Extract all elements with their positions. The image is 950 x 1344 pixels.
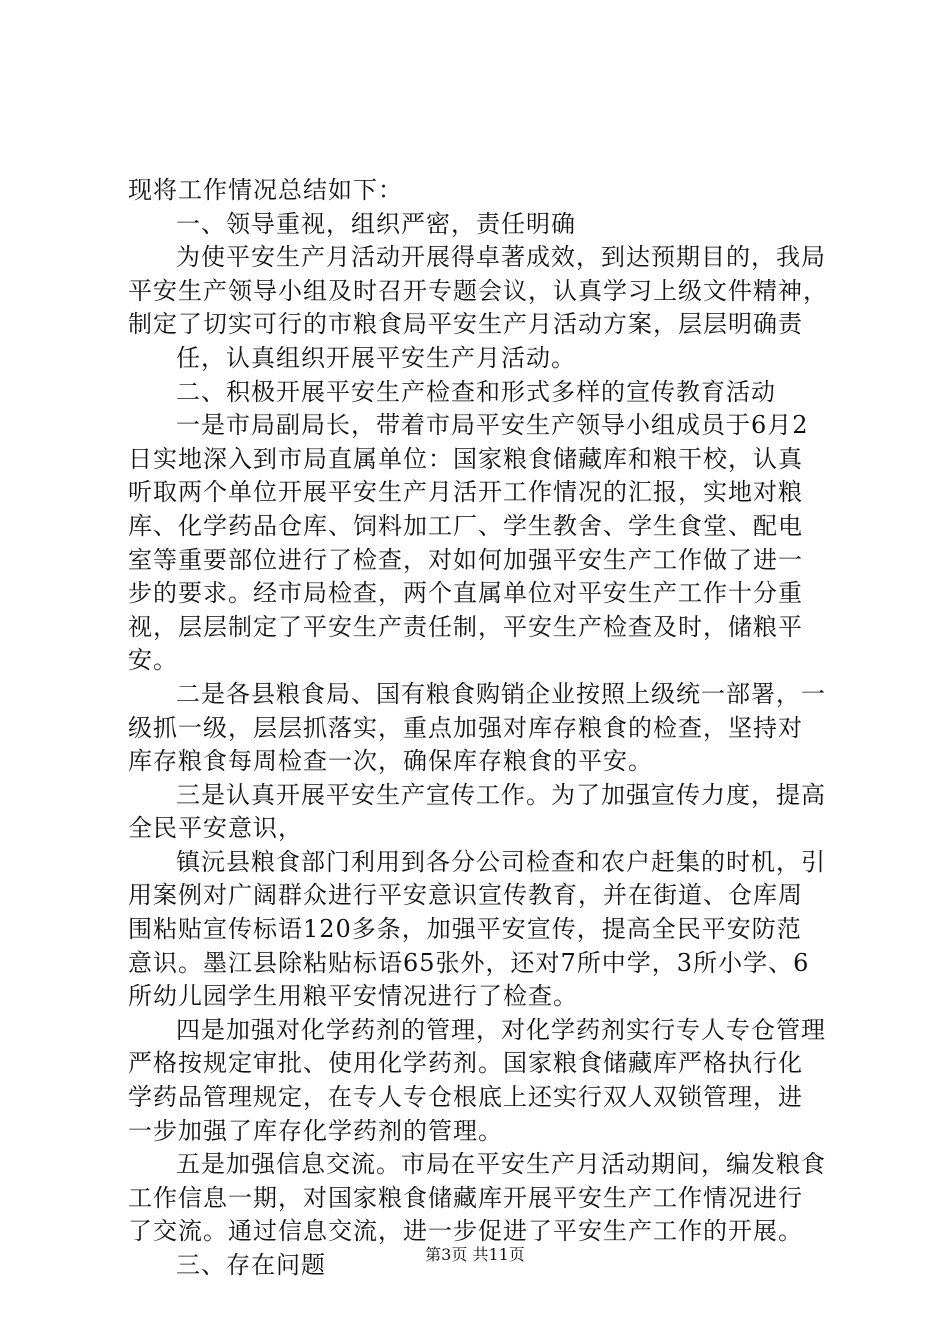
text-line: 室等重要部位进行了检查，对如何加强平安生产工作做了进一 xyxy=(128,545,803,574)
text-line: 意识。墨江县除粘贴标语65张外，还对7所中学，3所小学、6 xyxy=(128,948,810,977)
text-line: 工作信息一期，对国家粮食储藏库开展平安生产工作情况进行 xyxy=(128,1183,803,1212)
text-line: 镇沅县粮食部门利用到各分公司检查和农户赶集的时机，引 xyxy=(176,847,826,876)
text-line: 平安生产领导小组及时召开专题会议，认真学习上级文件精神， xyxy=(128,276,828,305)
text-line: 库、化学药品仓库、饲料加工厂、学生教舍、学生食堂、配电 xyxy=(128,511,803,540)
text-line: 库存粮食每周检查一次，确保库存粮食的平安。 xyxy=(128,747,653,776)
text-line: 三是认真开展平安生产宣传工作。为了加强宣传力度，提高 xyxy=(176,780,826,809)
text-line: 用案例对广阔群众进行平安意识宣传教育，并在街道、仓库周 xyxy=(128,881,803,910)
section-heading: 三、存在问题 xyxy=(176,1251,326,1279)
text-line: 任，认真组织开展平安生产月活动。 xyxy=(176,343,576,372)
text-line: 现将工作情况总结如下： xyxy=(128,176,403,204)
text-line: 级抓一级，层层抓落实，重点加强对库存粮食的检查，坚持对 xyxy=(128,713,803,742)
text-line: 制定了切实可行的市粮食局平安生产月活动方案，层层明确责 xyxy=(128,310,803,339)
text-line: 学药品管理规定，在专人专仓根底上还实行双人双锁管理，进 xyxy=(128,1083,803,1112)
text-line: 听取两个单位开展平安生产月活开工作情况的汇报，实地对粮 xyxy=(128,478,803,507)
text-line: 围粘贴宣传标语120多条，加强平安宣传，提高全民平安防范 xyxy=(128,915,802,944)
page-number-footer: 第3页 共11页 xyxy=(425,1245,525,1264)
text-line: 全民平安意识， xyxy=(128,814,303,843)
document-body xyxy=(128,174,840,1283)
text-line: 视，层层制定了平安生产责任制，平安生产检查及时，储粮平 xyxy=(128,612,803,641)
text-line: 二是各县粮食局、国有粮食购销企业按照上级统一部署，一 xyxy=(176,679,826,708)
section-heading: 二、积极开展平安生产检查和形式多样的宣传教育活动 xyxy=(176,377,776,406)
text-line: 一步加强了库存化学药剂的管理。 xyxy=(128,1116,503,1145)
text-line: 严格按规定审批、使用化学药剂。国家粮食储藏库严格执行化 xyxy=(128,1049,803,1078)
text-line: 一是市局副局长，带着市局平安生产领导小组成员于6月2 xyxy=(176,411,809,440)
text-line: 步的要求。经市局检查，两个直属单位对平安生产工作十分重 xyxy=(128,579,803,608)
section-heading: 一、领导重视，组织严密，责任明确 xyxy=(176,209,576,238)
text-line: 了交流。通过信息交流，进一步促进了平安生产工作的开展。 xyxy=(128,1217,803,1246)
text-line: 五是加强信息交流。市局在平安生产月活动期间，编发粮食 xyxy=(176,1150,826,1179)
text-line: 四是加强对化学药剂的管理，对化学药剂实行专人专仓管理 xyxy=(176,1015,826,1044)
text-line: 安。 xyxy=(128,646,178,675)
text-line: 为使平安生产月活动开展得卓著成效，到达预期目的，我局 xyxy=(176,243,826,272)
text-line: 日实地深入到市局直属单位：国家粮食储藏库和粮干校，认真 xyxy=(128,444,803,473)
text-line: 所幼儿园学生用粮平安情况进行了检查。 xyxy=(128,982,578,1011)
